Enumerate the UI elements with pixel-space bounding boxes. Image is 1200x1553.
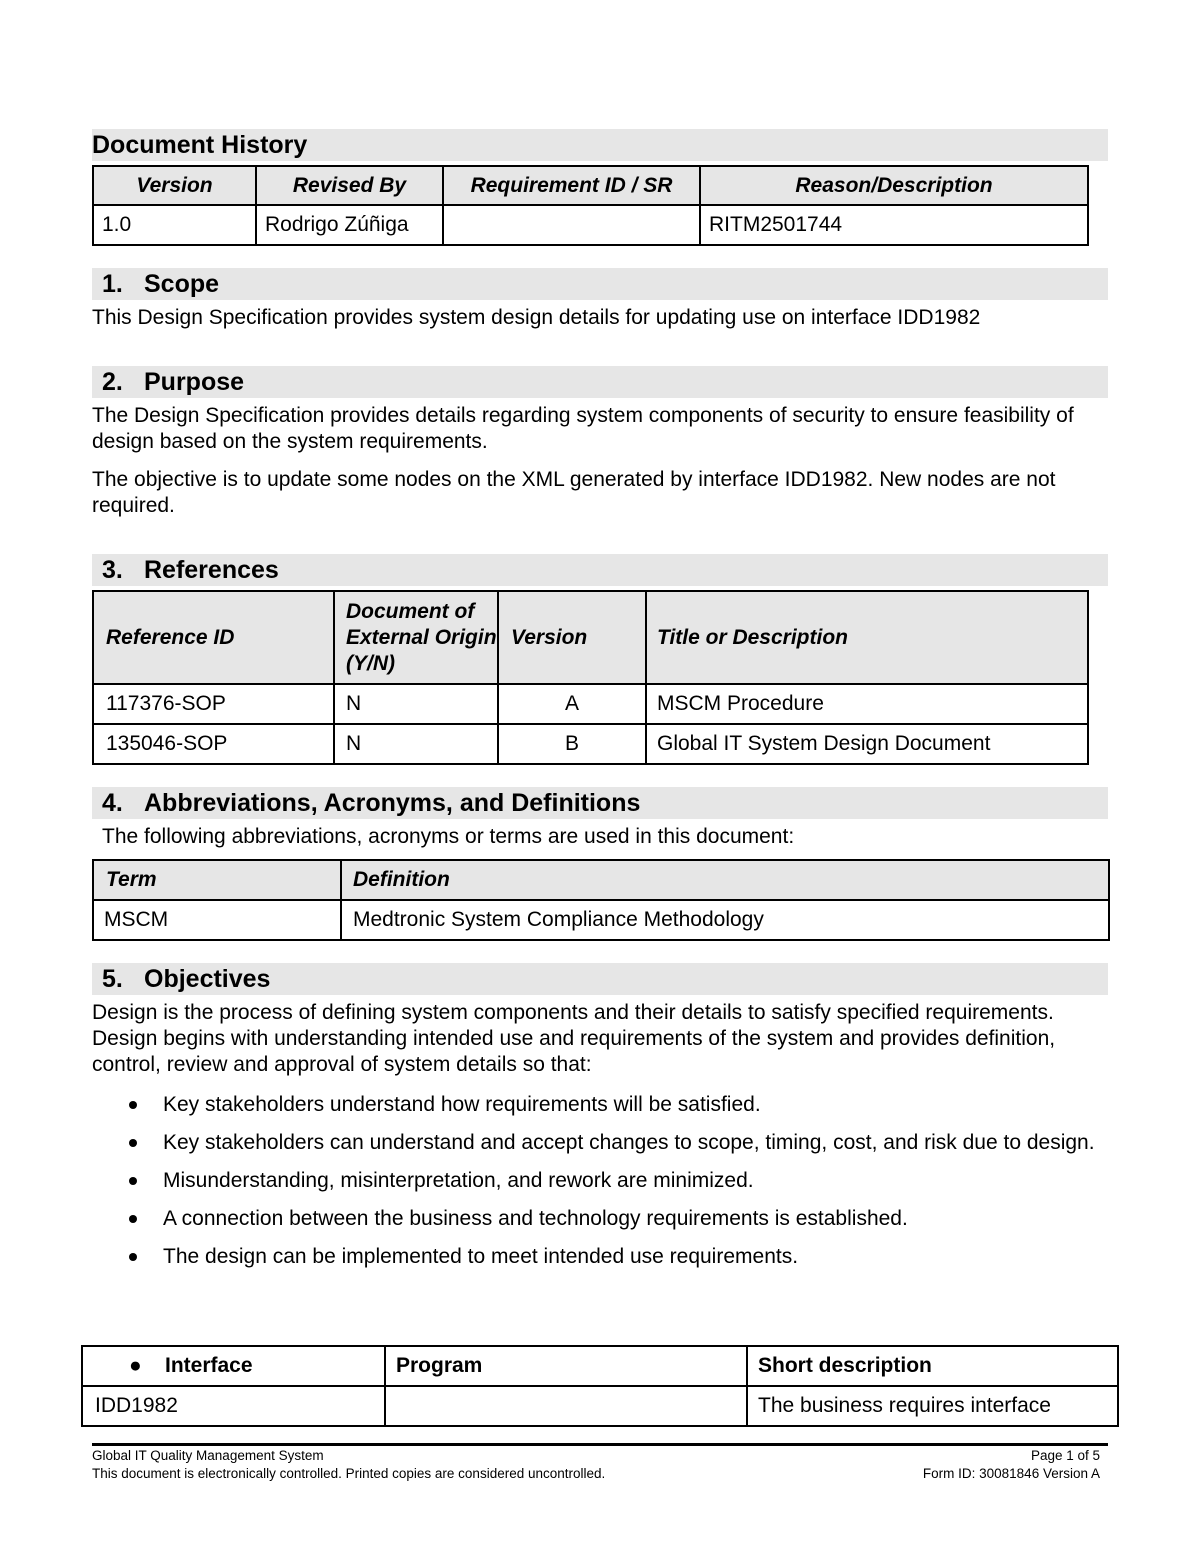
table-cell: IDD1982: [82, 1386, 385, 1426]
bullet-icon: [129, 1253, 137, 1261]
section-title: Purpose: [144, 368, 245, 396]
column-header: Title or Description: [646, 591, 1088, 684]
footer-notice: This document is electronically controlled. Printed copies are considered uncontrolled.: [92, 1466, 606, 1481]
table-cell: RITM2501744: [700, 205, 1088, 245]
column-header: Term: [93, 860, 341, 900]
interface-table: [81, 1345, 1119, 1427]
purpose-text-1: The Design Specification provides details regarding system components of security to ensure feasibility of design based on the system requirements.: [92, 404, 1074, 453]
table-cell: N: [334, 724, 498, 764]
column-header: Version: [498, 591, 646, 684]
purpose-text-2: The objective is to update some nodes on the XML generated by interface IDD1982. New nodes are not required.: [92, 468, 1056, 517]
objectives-heading: [92, 963, 1108, 995]
column-header: Short description: [747, 1346, 1118, 1386]
list-item: Misunderstanding, misinterpretation, and rework are minimized.: [92, 1168, 1108, 1194]
references-heading: [92, 554, 1108, 586]
table-cell: [443, 205, 700, 245]
table-cell: 1.0: [93, 205, 256, 245]
table-row: [93, 205, 1088, 245]
abbreviations-table: [92, 859, 1110, 941]
footer-system: Global IT Quality Management System: [92, 1448, 324, 1463]
scope-text: This Design Specification provides system design details for updating use on interface IDD1982: [92, 306, 981, 329]
section-title: Abbreviations, Acronyms, and Definitions: [144, 789, 641, 817]
list-item: Key stakeholders can understand and accept changes to scope, timing, cost, and risk due to design.: [92, 1130, 1108, 1156]
footer-page-number: Page 1 of 5: [1030, 1448, 1100, 1463]
document-history-title: Document History: [92, 131, 308, 159]
abbreviations-heading: [92, 787, 1108, 819]
section-title: Scope: [144, 270, 220, 298]
column-header: ● Interface: [82, 1346, 385, 1386]
document-history-table: [92, 165, 1089, 246]
table-cell: Global IT System Design Document: [646, 724, 1088, 764]
table-cell: 135046-SOP: [93, 724, 334, 764]
column-header: Document of External Origin (Y/N): [334, 591, 498, 684]
references-table: [92, 590, 1089, 765]
table-cell: MSCM Procedure: [646, 684, 1088, 724]
scope-heading: [92, 268, 1108, 300]
table-header-row: [82, 1346, 1118, 1386]
bullet-icon: [129, 1101, 137, 1109]
column-header: Reference ID: [93, 591, 334, 684]
list-item: A connection between the business and technology requirements is established.: [92, 1206, 1108, 1232]
table-cell: Rodrigo Zúñiga: [256, 205, 443, 245]
table-row: [93, 900, 1109, 940]
bullet-icon: ●: [128, 1354, 165, 1377]
column-header: Reason/Description: [700, 166, 1088, 205]
section-number: 4.: [102, 789, 123, 817]
table-cell: [385, 1386, 747, 1426]
table-cell: MSCM: [93, 900, 341, 940]
section-title: References: [144, 556, 279, 584]
table-cell: 117376-SOP: [93, 684, 334, 724]
bullet-icon: [129, 1215, 137, 1223]
column-header: Revised By: [256, 166, 443, 205]
table-cell: N: [334, 684, 498, 724]
objectives-bullet-list: [92, 1092, 1108, 1282]
column-header: Definition: [341, 860, 1109, 900]
objectives-text: Design is the process of defining system components and their details to satisfy specified requirements. Design begins with understanding intended use and requirements of the system and provides definition, control, review and approval of system details so that:: [92, 1001, 1056, 1076]
section-number: 1.: [102, 270, 123, 298]
table-cell: Medtronic System Compliance Methodology: [341, 900, 1109, 940]
table-row: [93, 684, 1088, 724]
footer-form-id: Form ID: 30081846 Version A: [922, 1466, 1100, 1481]
list-item: Key stakeholders understand how requirements will be satisfied.: [92, 1092, 1108, 1118]
section-number: 5.: [102, 965, 123, 993]
table-row: [82, 1386, 1118, 1426]
section-number: 3.: [102, 556, 123, 584]
table-header-row: [93, 166, 1088, 205]
footer-divider: [92, 1443, 1108, 1446]
column-header: Version: [93, 166, 256, 205]
table-header-row: [93, 860, 1109, 900]
bullet-icon: [129, 1177, 137, 1185]
list-item: The design can be implemented to meet intended use requirements.: [92, 1244, 1108, 1270]
table-row: [93, 724, 1088, 764]
section-number: 2.: [102, 368, 123, 396]
abbreviations-intro: The following abbreviations, acronyms or terms are used in this document:: [102, 825, 795, 848]
purpose-heading: [92, 366, 1108, 398]
bullet-icon: [129, 1139, 137, 1147]
table-cell: B: [498, 724, 646, 764]
table-cell: The business requires interface: [747, 1386, 1118, 1426]
table-header-row: [93, 591, 1088, 684]
column-header: Program: [385, 1346, 747, 1386]
document-history-heading: [92, 129, 1108, 161]
column-header: Requirement ID / SR: [443, 166, 700, 205]
section-title: Objectives: [144, 965, 271, 993]
table-cell: A: [498, 684, 646, 724]
